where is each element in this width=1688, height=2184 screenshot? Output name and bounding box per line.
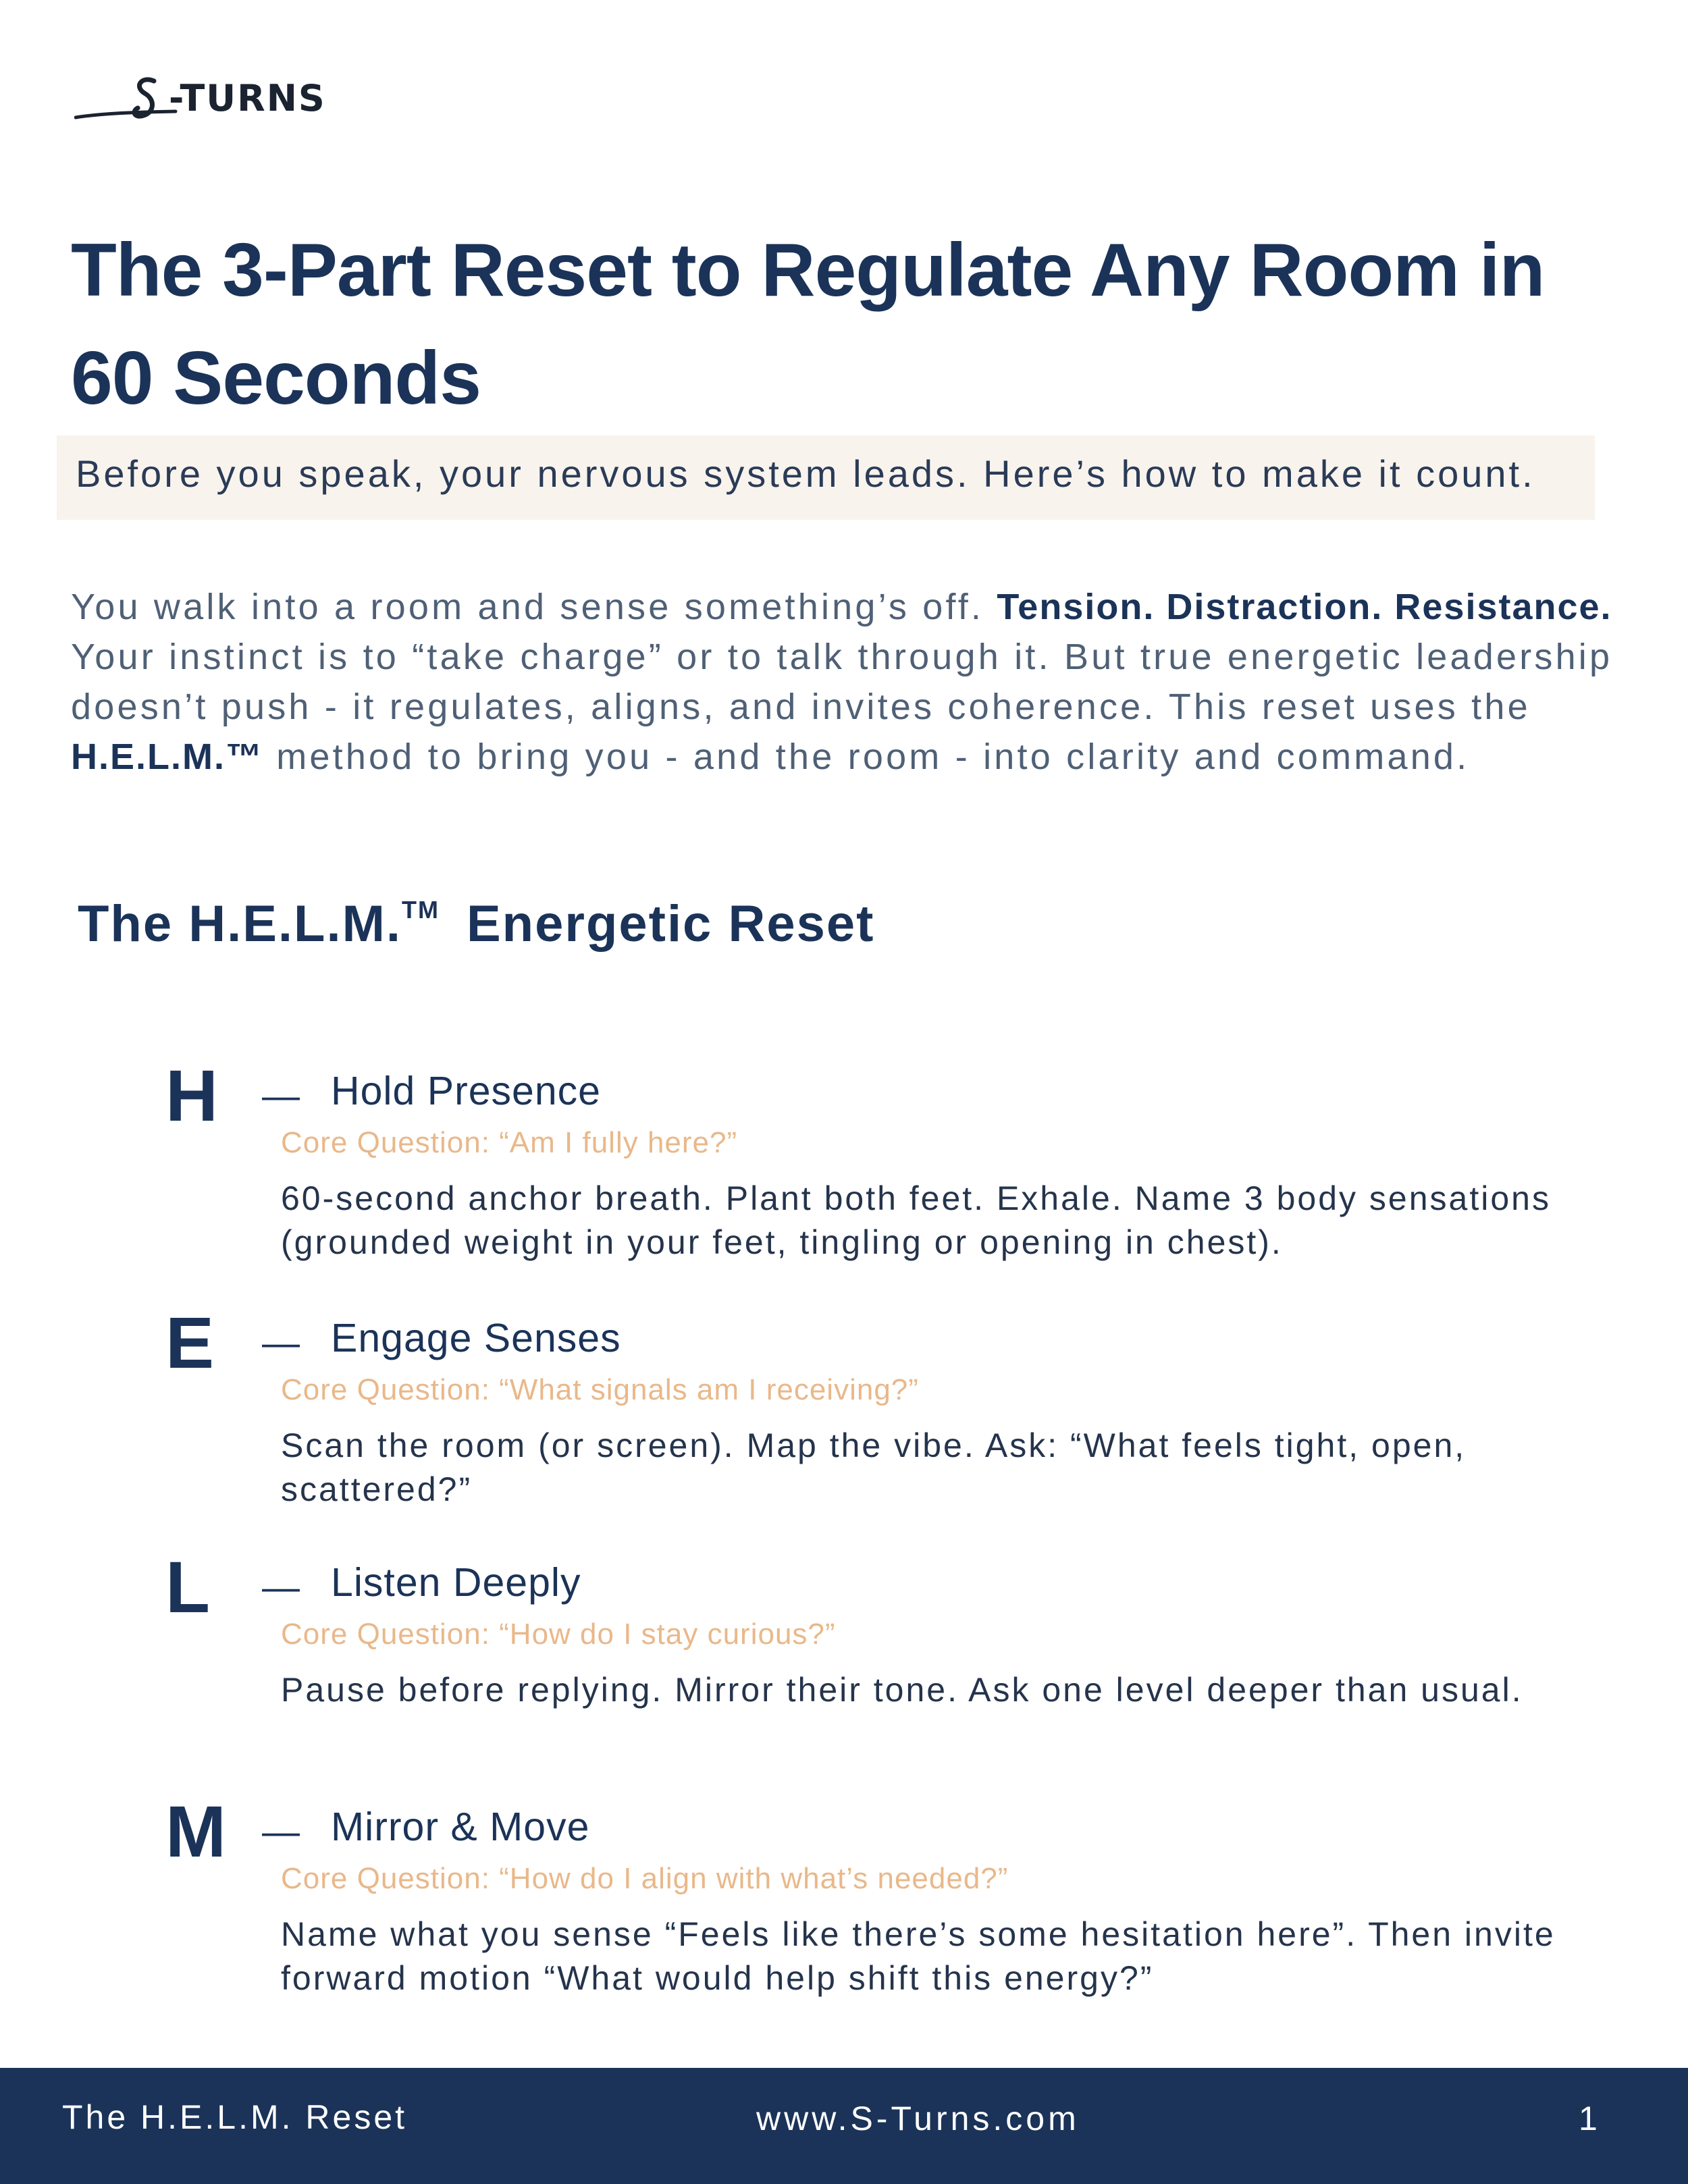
trademark-mark: TM xyxy=(402,896,440,924)
helm-item-description: Pause before replying. Mirror their tone. Ask one level deeper than usual. xyxy=(281,1671,1523,1709)
core-question: Core Question: “What signals am I receiving?” xyxy=(281,1373,919,1406)
em-dash: — xyxy=(262,1810,300,1853)
page-title: The 3-Part Reset to Regulate Any Room in 60 Seconds xyxy=(71,228,1545,420)
section-heading xyxy=(78,895,874,953)
intro-paragraph xyxy=(71,582,1624,782)
section-heading-b: Energetic Reset xyxy=(466,895,875,953)
footer-bar xyxy=(0,2068,1688,2184)
helm-item-title: Hold Presence xyxy=(331,1069,601,1113)
helm-item-title: Listen Deeply xyxy=(331,1560,581,1605)
helm-item-h xyxy=(0,1055,1688,1288)
intro-bold-method: H.E.L.M.™ xyxy=(71,737,263,777)
helm-item-title: Mirror & Move xyxy=(331,1805,590,1849)
helm-letter: L xyxy=(165,1546,210,1628)
intro-text-1: You walk into a room and sense something’s off. xyxy=(71,587,997,627)
helm-item-description: 60-second anchor breath. Plant both feet. Exhale. Name 3 body sensations (grounded weight in your feet, tingling or opening in chest). xyxy=(281,1179,1551,1261)
footer-website-link[interactable]: www.S-Turns.com xyxy=(756,2100,1080,2137)
logo xyxy=(74,73,344,127)
helm-item-m xyxy=(0,1790,1688,2024)
logo-text: -TURNS xyxy=(169,77,326,119)
core-question: Core Question: “How do I align with what’s needed?” xyxy=(281,1862,1009,1895)
helm-item-description: Name what you sense “Feels like there’s some hesitation here”. Then invite forward motion “What would help shift this energy?” xyxy=(281,1915,1556,1997)
core-question: Core Question: “Am I fully here?” xyxy=(281,1126,738,1159)
helm-letter: H xyxy=(165,1055,218,1136)
footer-document-title: The H.E.L.M. Reset xyxy=(62,2098,408,2136)
helm-item-l xyxy=(0,1546,1688,1780)
intro-text-3: method to bring you - and the room - into clarity and command. xyxy=(263,737,1470,777)
helm-letter: M xyxy=(165,1790,226,1872)
subtitle: Before you speak, your nervous system leads. Here’s how to make it count. xyxy=(76,452,1535,495)
page-number: 1 xyxy=(1579,2100,1598,2137)
intro-text-2: Your instinct is to “take charge” or to talk through it. But true energetic leadership doesn’t push - it regulates, aligns, and invites coherence. This reset uses the xyxy=(71,637,1613,727)
em-dash: — xyxy=(262,1321,300,1364)
intro-bold-keywords: Tension. Distraction. Resistance. xyxy=(997,587,1612,627)
em-dash: — xyxy=(262,1566,300,1608)
helm-item-e xyxy=(0,1302,1688,1535)
helm-item-description: Scan the room (or screen). Map the vibe. Ask: “What feels tight, open, scattered?” xyxy=(281,1427,1467,1508)
core-question: Core Question: “How do I stay curious?” xyxy=(281,1618,836,1651)
em-dash: — xyxy=(262,1074,300,1117)
section-heading-a: The H.E.L.M. xyxy=(78,895,402,953)
helm-item-title: Engage Senses xyxy=(331,1316,621,1360)
helm-letter: E xyxy=(165,1302,215,1383)
subtitle-band xyxy=(57,435,1595,520)
s-turns-logo-mark xyxy=(74,73,182,127)
